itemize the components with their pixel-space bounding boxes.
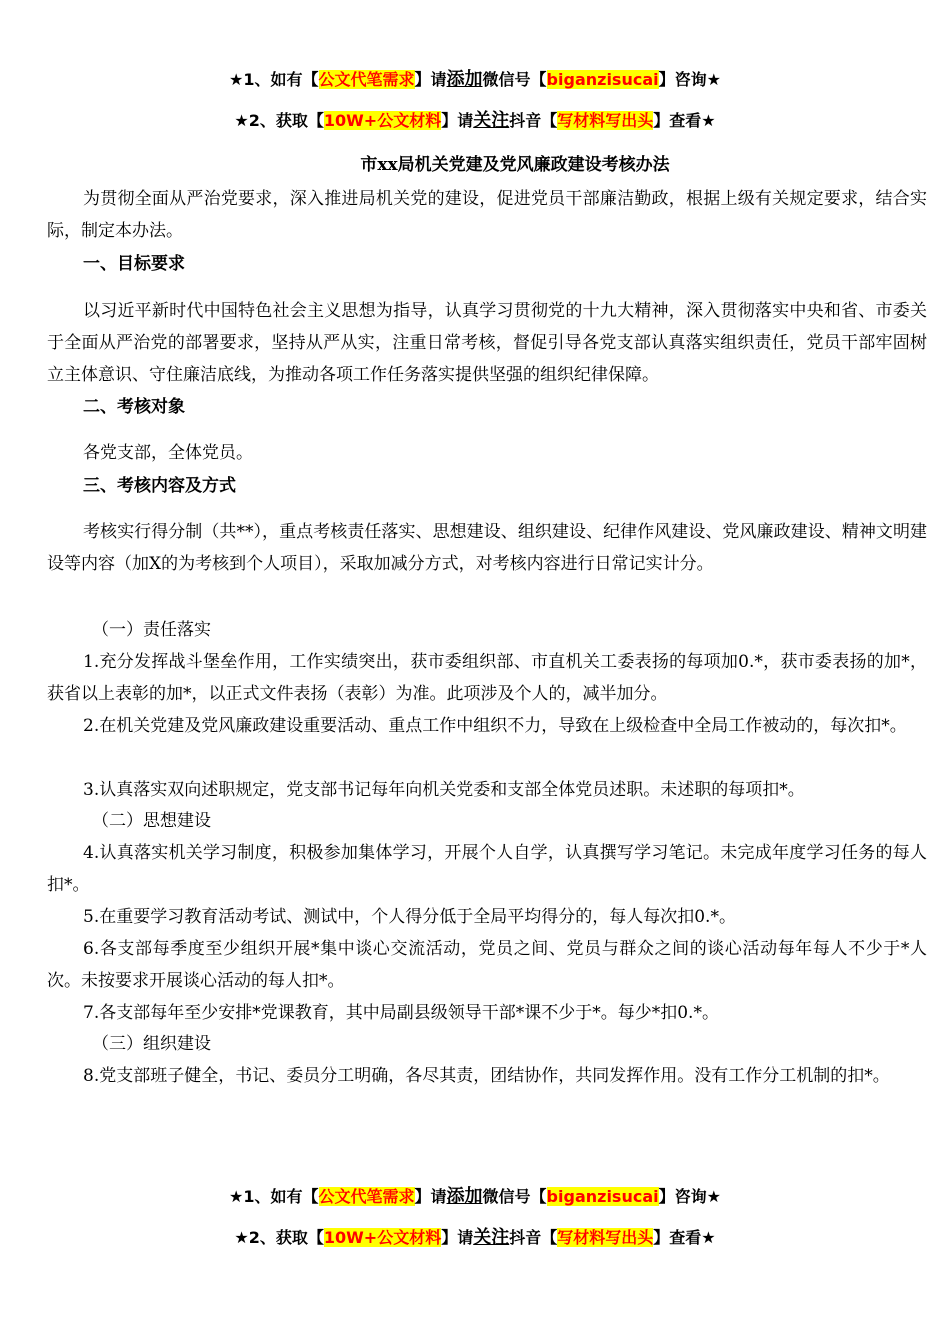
document-title: 市xx局机关党建及党风廉政建设考核办法 [360, 155, 670, 175]
section-heading-goals: 一、目标要求 [83, 254, 185, 274]
list-item: 2.在机关党建及党风廉政建设重要活动、重点工作中组织不力，导致在上级检查中全局工作被动的，每次扣*。 [83, 716, 907, 736]
promo-banner-line-1: ★1、如有【公文代笔需求】请添加微信号【biganzisucai】咨询★ [229, 69, 721, 90]
intro-paragraph: 为贯彻全面从严治党要求，深入推进局机关党的建设，促进党员干部廉洁勤政，根据上级有关规定要求，结合实际，制定本办法。 [47, 189, 927, 241]
highlight-wechat-id: biganzisucai [546, 1187, 659, 1206]
highlight-douyin-id: 写材料写出头 [557, 111, 654, 130]
list-item: 6.各支部每季度至少组织开展*集中谈心交流活动，党员之间、党员与群众之间的谈心活动每年每人不少于*人次。未按要求开展谈心活动的每人扣*。 [47, 939, 927, 991]
highlight-wechat-id: biganzisucai [546, 70, 659, 89]
section-heading-content: 三、考核内容及方式 [83, 476, 236, 496]
list-item: 1.充分发挥战斗堡垒作用，工作实绩突出，获市委组织部、市直机关工委表扬的每项加0.*，获市委表扬的加*，获省以上表彰的加*，以正式文件表扬（表彰）为准。此项涉及个人的，减半加分。 [47, 652, 927, 704]
highlight-service: 公文代笔需求 [318, 70, 415, 89]
subsection-heading-organization: （三）组织建设 [92, 1034, 211, 1054]
section-paragraph-content: 考核实行得分制（共**），重点考核责任落实、思想建设、组织建设、纪律作风建设、党风廉政建设、精神文明建设等内容（加X的为考核到个人项目），采取加减分方式，对考核内容进行日常记实计分。 [47, 522, 927, 574]
highlight-materials: 10W+公文材料 [323, 1228, 442, 1247]
subsection-heading-ideology: （二）思想建设 [92, 811, 211, 831]
emphasis-add: 添加 [446, 69, 483, 90]
promo-banner-line-1-bottom: ★1、如有【公文代笔需求】请添加微信号【biganzisucai】咨询★ [229, 1186, 721, 1207]
list-item: 3.认真落实双向述职规定，党支部书记每年向机关党委和支部全体党员述职。未述职的每项扣*。 [83, 780, 805, 800]
emphasis-follow: 关注 [473, 110, 510, 131]
list-item: 7.各支部每年至少安排*党课教育，其中局副县级领导干部*课不少于*。每少*扣0.*。 [83, 1003, 719, 1023]
highlight-materials: 10W+公文材料 [323, 111, 442, 130]
section-paragraph-goals: 以习近平新时代中国特色社会主义思想为指导，认真学习贯彻党的十九大精神，深入贯彻落实中央和省、市委关于全面从严治党的部署要求，坚持从严从实，注重日常考核，督促引导各党支部认真落实组织责任，党员干部牢固树立主体意识、守住廉洁底线，为推动各项工作任务落实提供坚强的组织纪律保障。 [47, 301, 927, 385]
promo-banner-line-2: ★2、获取【10W+公文材料】请关注抖音【写材料写出头】查看★ [234, 110, 716, 131]
list-item: 8.党支部班子健全，书记、委员分工明确，各尽其责，团结协作，共同发挥作用。没有工作分工机制的扣*。 [83, 1066, 890, 1086]
section-paragraph-targets: 各党支部，全体党员。 [83, 443, 253, 463]
promo-banner-line-2-bottom: ★2、获取【10W+公文材料】请关注抖音【写材料写出头】查看★ [234, 1227, 716, 1248]
subsection-heading-responsibility: （一）责任落实 [92, 620, 211, 640]
highlight-douyin-id: 写材料写出头 [557, 1228, 654, 1247]
emphasis-follow: 关注 [473, 1227, 510, 1248]
section-heading-targets: 二、考核对象 [83, 397, 185, 417]
list-item: 4.认真落实机关学习制度，积极参加集体学习，开展个人自学，认真撰写学习笔记。未完成年度学习任务的每人扣*。 [47, 843, 927, 895]
emphasis-add: 添加 [446, 1186, 483, 1207]
list-item: 5.在重要学习教育活动考试、测试中，个人得分低于全局平均得分的，每人每次扣0.*。 [83, 907, 736, 927]
highlight-service: 公文代笔需求 [318, 1187, 415, 1206]
